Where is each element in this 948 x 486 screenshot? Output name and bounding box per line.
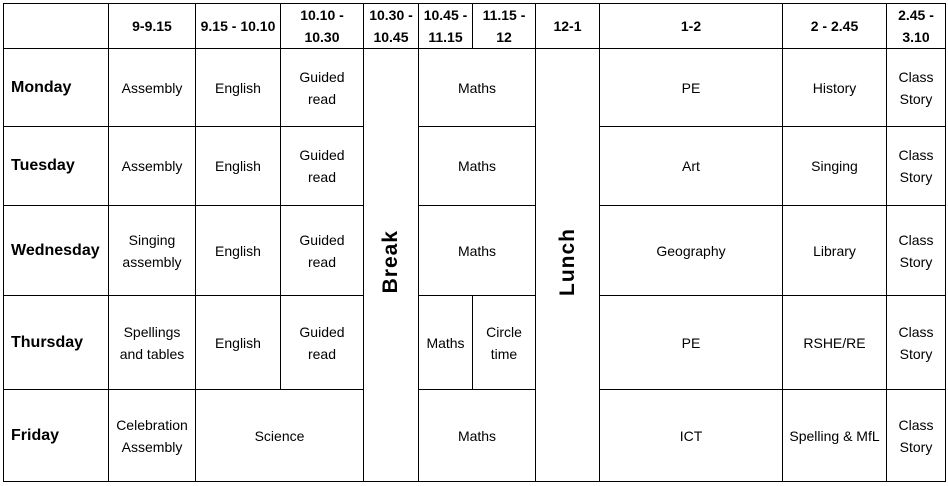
day-label: Tuesday: [4, 127, 109, 206]
lesson-cell: Class Story: [887, 390, 946, 482]
lesson-cell: Art: [600, 127, 783, 206]
lesson-cell: RSHE/RE: [783, 296, 887, 390]
header-slot: 10.45 - 11.15: [419, 4, 473, 49]
break-cell: [364, 49, 419, 482]
lesson-cell: Maths: [419, 206, 536, 296]
lesson-cell: History: [783, 49, 887, 127]
lesson-cell: Singing: [783, 127, 887, 206]
header-corner: [4, 4, 109, 49]
lesson-cell: Guided read: [281, 296, 364, 390]
lesson-cell: Guided read: [281, 127, 364, 206]
lesson-cell: Circle time: [473, 296, 536, 390]
row-monday: [4, 49, 946, 127]
lesson-cell: PE: [600, 296, 783, 390]
lesson-cell: Class Story: [887, 49, 946, 127]
header-slot: 1-2: [600, 4, 783, 49]
header-slot: 12-1: [536, 4, 600, 49]
lesson-cell: English: [196, 206, 281, 296]
lesson-cell: ICT: [600, 390, 783, 482]
row-wednesday: [4, 206, 946, 296]
header-slot: 9-9.15: [109, 4, 196, 49]
lesson-cell: Spelling & MfL: [783, 390, 887, 482]
header-slot: 10.10 - 10.30: [281, 4, 364, 49]
header-slot: 9.15 - 10.10: [196, 4, 281, 49]
lesson-cell: Class Story: [887, 127, 946, 206]
header-row: [4, 4, 946, 49]
lesson-cell: Geography: [600, 206, 783, 296]
lesson-cell: Library: [783, 206, 887, 296]
lesson-cell: Class Story: [887, 296, 946, 390]
lesson-cell: Spellings and tables: [109, 296, 196, 390]
lesson-cell: Celebration Assembly: [109, 390, 196, 482]
lesson-cell: Maths: [419, 390, 536, 482]
lunch-label: Lunch: [555, 228, 579, 296]
break-label: Break: [379, 230, 402, 294]
lesson-cell: English: [196, 296, 281, 390]
lesson-cell: Guided read: [281, 49, 364, 127]
row-friday: [4, 390, 946, 482]
lesson-cell: PE: [600, 49, 783, 127]
lesson-cell: Maths: [419, 49, 536, 127]
timetable: [3, 3, 946, 482]
lesson-cell: English: [196, 49, 281, 127]
lesson-cell: Singing assembly: [109, 206, 196, 296]
lesson-cell: Guided read: [281, 206, 364, 296]
header-slot: 11.15 - 12: [473, 4, 536, 49]
lesson-cell: English: [196, 127, 281, 206]
header-slot: 2.45 - 3.10: [887, 4, 946, 49]
lesson-cell: Class Story: [887, 206, 946, 296]
header-slot: 2 - 2.45: [783, 4, 887, 49]
lesson-cell: Science: [196, 390, 364, 482]
lesson-cell: Assembly: [109, 49, 196, 127]
day-label: Wednesday: [4, 206, 109, 296]
day-label: Thursday: [4, 296, 109, 390]
row-thursday: [4, 296, 946, 390]
day-label: Friday: [4, 390, 109, 482]
lesson-cell: Maths: [419, 127, 536, 206]
day-label: Monday: [4, 49, 109, 127]
header-slot: 10.30 - 10.45: [364, 4, 419, 49]
lesson-cell: Maths: [419, 296, 473, 390]
lesson-cell: Assembly: [109, 127, 196, 206]
lunch-cell: [536, 49, 600, 482]
row-tuesday: [4, 127, 946, 206]
